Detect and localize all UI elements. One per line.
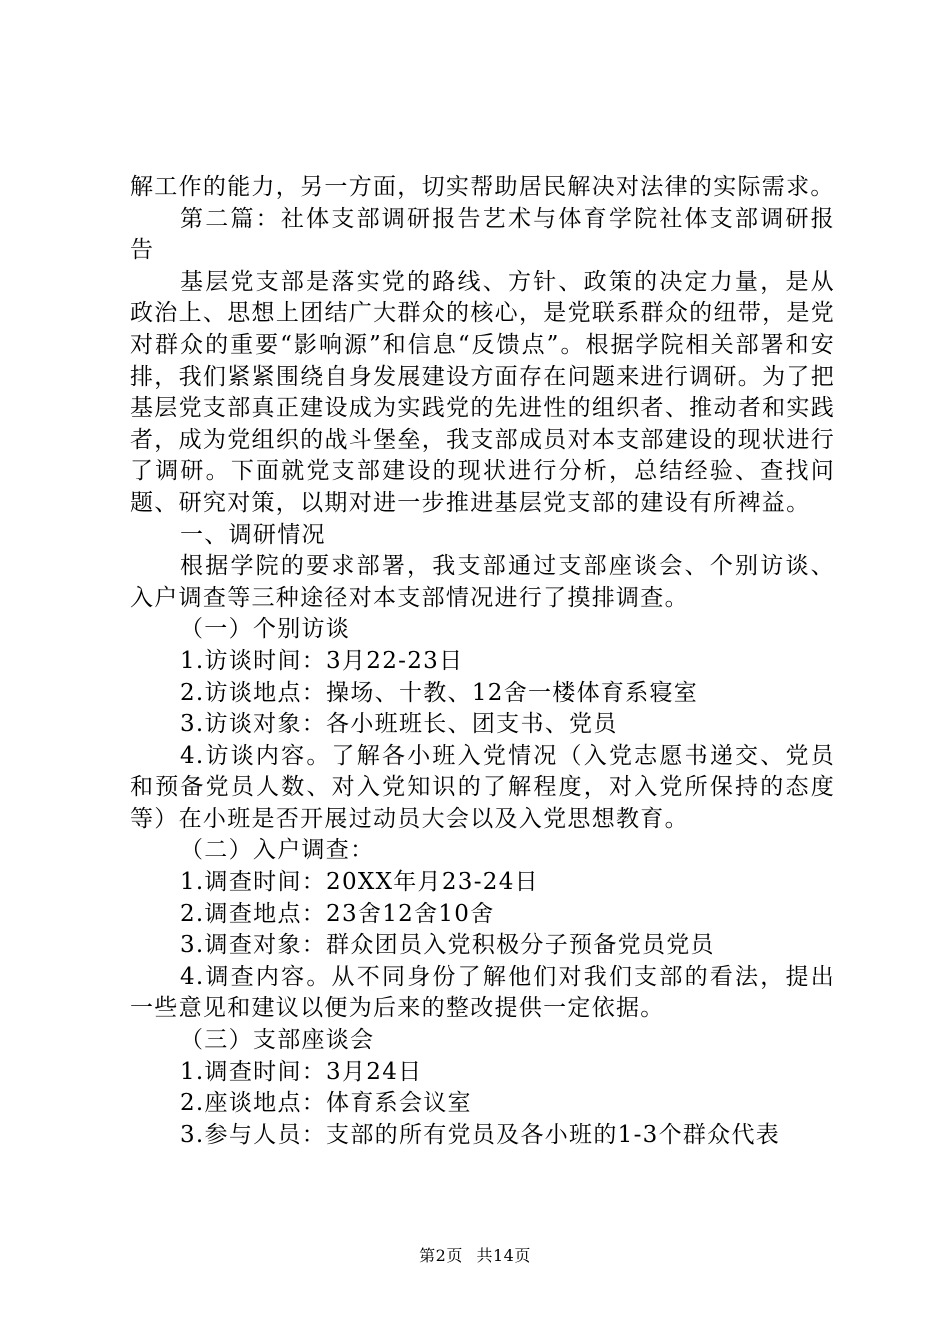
subsection-heading: （三）支部座谈会 — [180, 1027, 375, 1054]
page-number: 第2页 — [419, 1246, 463, 1265]
list-item: 2.访谈地点：操场、十教、12舍一楼体育系寝室 — [180, 679, 699, 706]
list-item: 1.调查时间：3月24日 — [180, 1058, 423, 1085]
subsection-heading: （二）入户调查： — [180, 837, 375, 864]
page-total: 共14页 — [476, 1246, 531, 1265]
list-item: 4.调查内容。从不同身份了解他们对我们支部的看法，提出一些意见和建议以便为后来的整改提供一定依据。 — [130, 963, 835, 1022]
paragraph: 基层党支部是落实党的路线、方针、政策的决定力量，是从政治上、思想上团结广大群众的核心，是党联系群众的纽带，是党对群众的重要“影响源”和信息“反馈点”。根据学院相关部署和安排，我们紧紧围绕自身发展建设方面存在问题来进行调研。为了把基层党支部真正建设成为实践党的先进性的组织者、推动者和实践者，成为党组织的战斗堡垒，我支部成员对本支部建设的现状进行了调研。下面就党支部建设的现状进行分析，总结经验、查找问题、研究对策，以期对进一步推进基层党支部的建设有所裨益。 — [130, 268, 835, 516]
list-item: 1.访谈时间：3月22-23日 — [180, 647, 464, 674]
list-item: 3.访谈对象：各小班班长、团支书、党员 — [180, 711, 618, 738]
paragraph: 根据学院的要求部署，我支部通过支部座谈会、个别访谈、入户调查等三种途径对本支部情况进行了摸排调查。 — [130, 553, 835, 611]
section-heading: 一、调研情况 — [180, 521, 326, 548]
list-item: 3.调查对象：群众团员入党积极分子预备党员党员 — [180, 932, 715, 959]
list-item: 3.参与人员：支部的所有党员及各小班的1-3个群众代表 — [180, 1121, 781, 1148]
subsection-heading: （一）个别访谈 — [180, 616, 351, 643]
page-footer — [0, 1243, 950, 1266]
list-item: 4.访谈内容。了解各小班入党情况（入党志愿书递交、党员和预备党员人数、对入党知识的了解程度，对入党所保持的态度等）在小班是否开展过动员大会以及入党思想教育。 — [130, 742, 835, 832]
paragraph: 解工作的能力，另一方面，切实帮助居民解决对法律的实际需求。 — [130, 174, 835, 200]
document-body — [130, 172, 835, 1151]
paragraph: 第二篇：社体支部调研报告艺术与体育学院社体支部调研报告 — [130, 205, 835, 264]
list-item: 2.调查地点：23舍12舍10舍 — [180, 900, 495, 927]
list-item: 2.座谈地点：体育系会议室 — [180, 1090, 472, 1117]
list-item: 1.调查时间：20XX年月23-24日 — [180, 869, 539, 896]
